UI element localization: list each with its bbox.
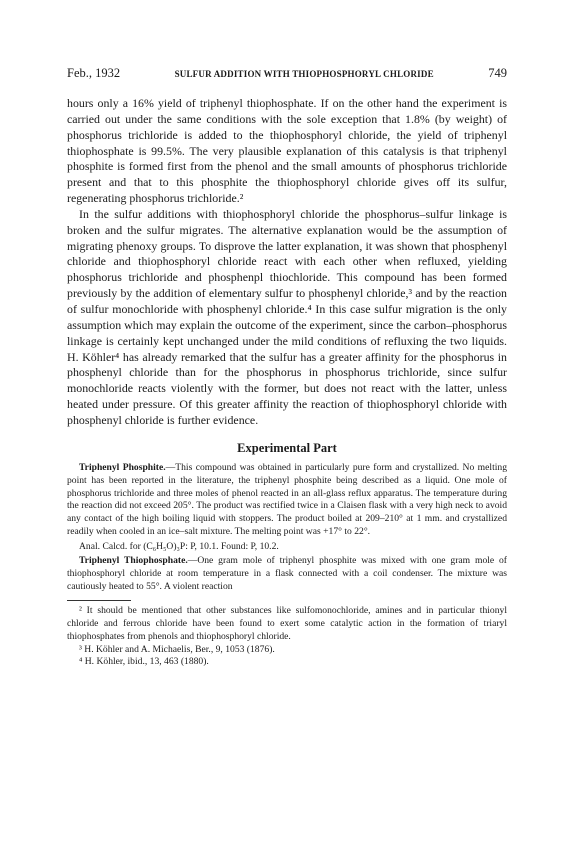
- header-title: SULFUR ADDITION WITH THIOPHOSPHORYL CHLORIDE: [174, 69, 434, 79]
- section-heading: Experimental Part: [237, 440, 337, 455]
- triphenyl-phosphite-text: —This compound was obtained in particularly pure form and crystallized. No melting point has been reported in the literature, the triphenyl phosphite being described as a liquid. One mole of phosphorus trichloride and three moles of phenol reacted in an all-glass reflux apparatus. The temperature during the reaction did not exceed 205°. The product was rectified twice in a Claisen flask with a very high neck to avoid any contact of the high boiling liquid with stoppers. The product boiled at 209–210° at 1 mm. and crystallized readily when cooled in an ice–salt mixture. The melting point was +17° to 22°.: [67, 461, 507, 538]
- triphenyl-thiophosphate-text: —One gram mole of triphenyl phosphite was mixed with one gram mole of thiophosphoryl chloride at room temperature in a flask connected with a coil condenser. The mixture was cautiously heated to 55°. A violent reaction: [67, 555, 507, 592]
- running-header: [67, 66, 507, 86]
- triphenyl-thiophosphate-title: Triphenyl Thiophosphate.: [79, 555, 188, 567]
- footnote-3: ³ H. Köhler and A. Michaelis, Ber., 9, 1053 (1876).: [79, 643, 275, 655]
- triphenyl-phosphite-paragraph: [67, 462, 507, 539]
- main-text: [67, 96, 507, 429]
- analysis-line: Anal. Calcd. for (C₆H₅O)₃P: P, 10.1. Found: P, 10.2.: [79, 541, 279, 553]
- footnote-divider: [67, 600, 131, 601]
- header-date: Feb., 1932: [67, 66, 121, 80]
- triphenyl-phosphite-title: Triphenyl Phosphite.: [79, 461, 166, 473]
- paragraph-1: hours only a 16% yield of triphenyl thiophosphate. If on the other hand the experiment is carried out under the same conditions with the sole exception that 1.8% (by weight) of phosphorus trichloride is added to the thiophosphoryl chloride, the yield of triphenyl thiophosphate is 99.5%. The very plausible explanation of this catalysis is that triphenyl phosphite is formed first from the phenol and the small amounts of phosphorus trichloride present and that to this phosphite the thiophosphoryl chloride gives off its sulfur, regenerating phosphorus trichloride.²: [67, 96, 507, 206]
- experimental-section: [67, 462, 507, 594]
- footnote-4: ⁴ H. Köhler, ibid., 13, 463 (1880).: [79, 656, 209, 668]
- page-number: 749: [488, 66, 507, 80]
- triphenyl-thiophosphate-paragraph: [67, 555, 507, 594]
- footnotes: [67, 605, 507, 670]
- footnote-2: ² It should be mentioned that other substances like sulfomonochloride, amines and in particular thionyl chloride and ferrous chloride have been found to exert some catalytic action in the formation of triaryl thiophosphates from phenols and thiophosphoryl chloride.: [67, 604, 507, 642]
- paragraph-2: In the sulfur additions with thiophosphoryl chloride the phosphorus–sulfur linkage is broken and the sulfur migrates. The alternative explanation would be the assumption of migrating phenoxy groups. To disprove the latter explanation, it was shown that phosphenyl chloride and thiophosphoryl chloride react with each other when refluxed, yielding phosphorus trichloride and phosphenpl thiochloride. This compound has been formed previously by the addition of elementary sulfur to phosphenyl chloride,³ and by the reaction of sulfur monochloride with phosphenyl chloride.⁴ In this case sulfur migration is the only assumption which may explain the outcome of the experiment, since the carbon–phosphorus linkage is certainly kept unchanged under the mild conditions of refluxing the two liquids. H. Köhler⁴ has already remarked that the sulfur has a greater affinity for the phosphorus in phosphenyl chloride than for the phosphorus in phosphorus trichloride, since sulfur monochloride reacts violently with the former, but does not react with the latter, unless heated under pressure. Of this greater affinity the reaction of thiophosphoryl chloride with phosphenyl chloride is further evidence.: [67, 206, 507, 427]
